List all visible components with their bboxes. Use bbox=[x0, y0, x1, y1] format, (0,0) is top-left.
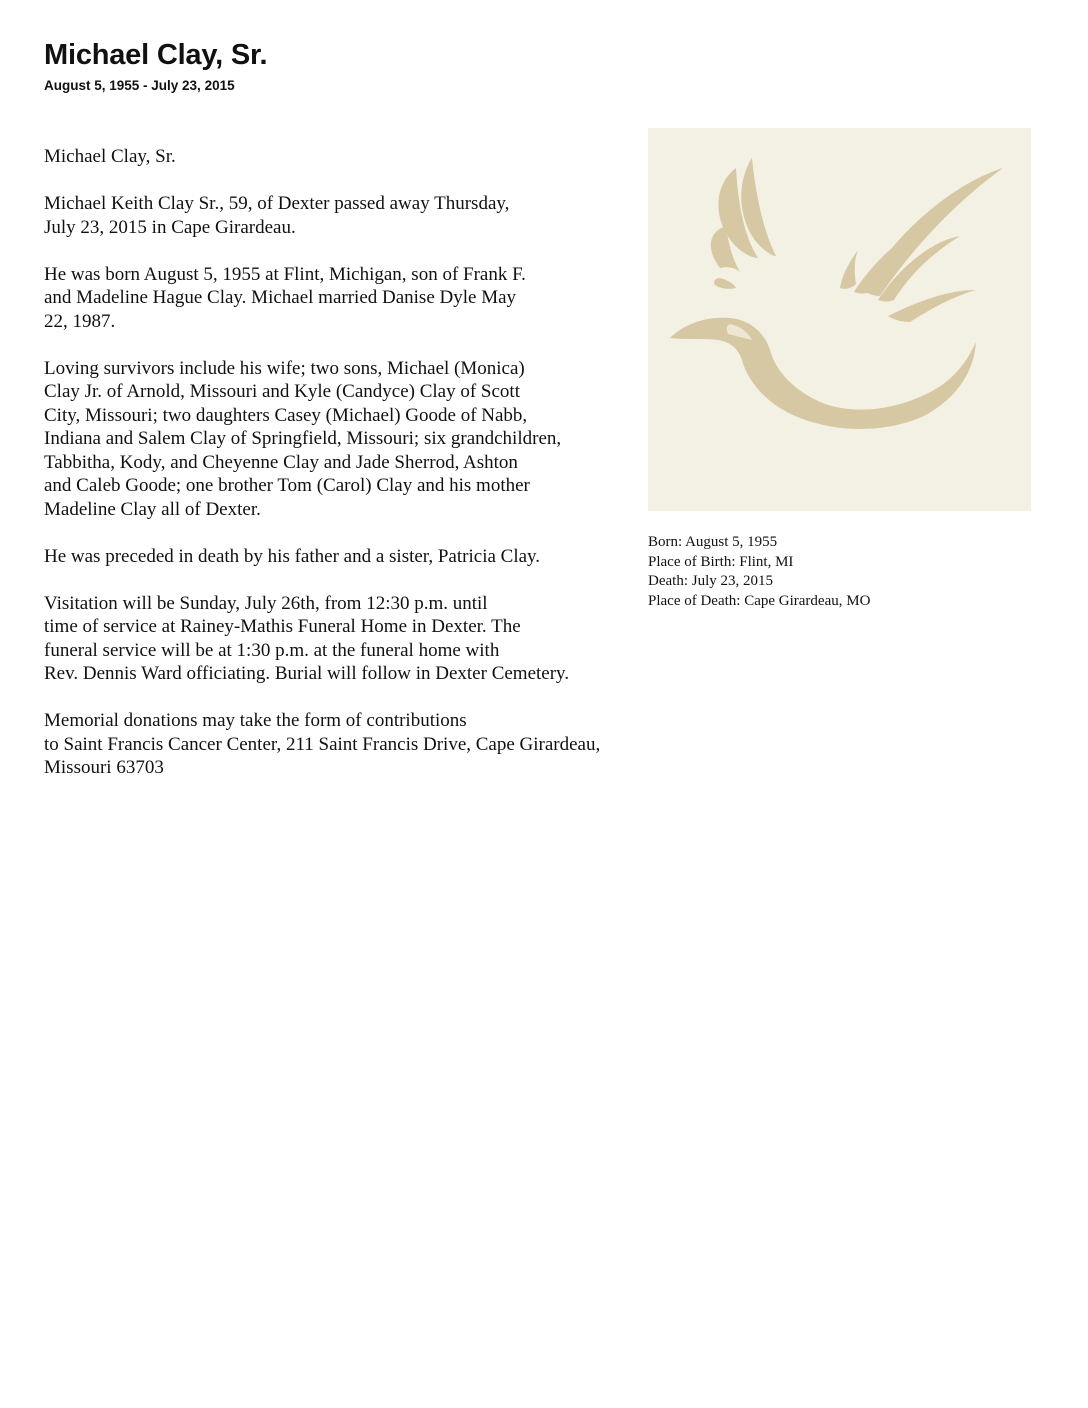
obituary-paragraph bbox=[44, 357, 684, 522]
obituary-paragraph bbox=[44, 709, 684, 780]
obituary-paragraph bbox=[44, 145, 684, 169]
text-line: to Saint Francis Cancer Center, 211 Saint Francis Drive, Cape Girardeau, bbox=[44, 733, 601, 755]
page-title: Michael Clay, Sr. bbox=[44, 39, 268, 71]
dove-image bbox=[648, 128, 1031, 511]
text-line: Visitation will be Sunday, July 26th, from 12:30 p.m. until bbox=[44, 592, 488, 614]
text-line: Memorial donations may take the form of contributions bbox=[44, 710, 467, 731]
life-dates: August 5, 1955 - July 23, 2015 bbox=[44, 78, 235, 93]
obituary-text bbox=[44, 145, 684, 803]
text-line: and Caleb Goode; one brother Tom (Carol) Clay and his mother bbox=[44, 475, 530, 496]
dove-icon bbox=[648, 128, 1031, 511]
text-line: 22, 1987. bbox=[44, 310, 116, 332]
text-line: He was born August 5, 1955 at Flint, Michigan, son of Frank F. bbox=[44, 263, 526, 285]
text-line: City, Missouri; two daughters Casey (Michael) Goode of Nabb, bbox=[44, 404, 528, 426]
text-line: and Madeline Hague Clay. Michael married Danise Dyle May bbox=[44, 287, 517, 308]
text-line: Clay Jr. of Arnold, Missouri and Kyle (Candyce) Clay of Scott bbox=[44, 381, 520, 402]
obituary-paragraph bbox=[44, 592, 684, 686]
obituary-paragraph bbox=[44, 263, 684, 334]
text-line: July 23, 2015 in Cape Girardeau. bbox=[44, 216, 296, 238]
text-line: He was preceded in death by his father and a sister, Patricia Clay. bbox=[44, 545, 541, 567]
text-line: time of service at Rainey-Mathis Funeral Home in Dexter. The bbox=[44, 616, 521, 637]
birthplace-fact: Place of Birth: Flint, MI bbox=[648, 553, 794, 570]
obituary-paragraph bbox=[44, 192, 684, 239]
text-line: Michael Clay, Sr. bbox=[44, 146, 176, 167]
text-line: Missouri 63703 bbox=[44, 757, 164, 778]
text-line: funeral service will be at 1:30 p.m. at the funeral home with bbox=[44, 639, 500, 661]
vital-facts bbox=[648, 533, 870, 611]
deathplace-fact: Place of Death: Cape Girardeau, MO bbox=[648, 592, 871, 609]
born-fact: Born: August 5, 1955 bbox=[648, 534, 778, 550]
text-line: Rev. Dennis Ward officiating. Burial will follow in Dexter Cemetery. bbox=[44, 663, 570, 684]
text-line: Loving survivors include his wife; two sons, Michael (Monica) bbox=[44, 357, 525, 379]
death-fact: Death: July 23, 2015 bbox=[648, 573, 773, 589]
text-line: Michael Keith Clay Sr., 59, of Dexter passed away Thursday, bbox=[44, 193, 510, 214]
obituary-paragraph bbox=[44, 545, 684, 569]
text-line: Madeline Clay all of Dexter. bbox=[44, 498, 261, 520]
text-line: Indiana and Salem Clay of Springfield, Missouri; six grandchildren, bbox=[44, 428, 562, 449]
text-line: Tabbitha, Kody, and Cheyenne Clay and Jade Sherrod, Ashton bbox=[44, 451, 518, 473]
